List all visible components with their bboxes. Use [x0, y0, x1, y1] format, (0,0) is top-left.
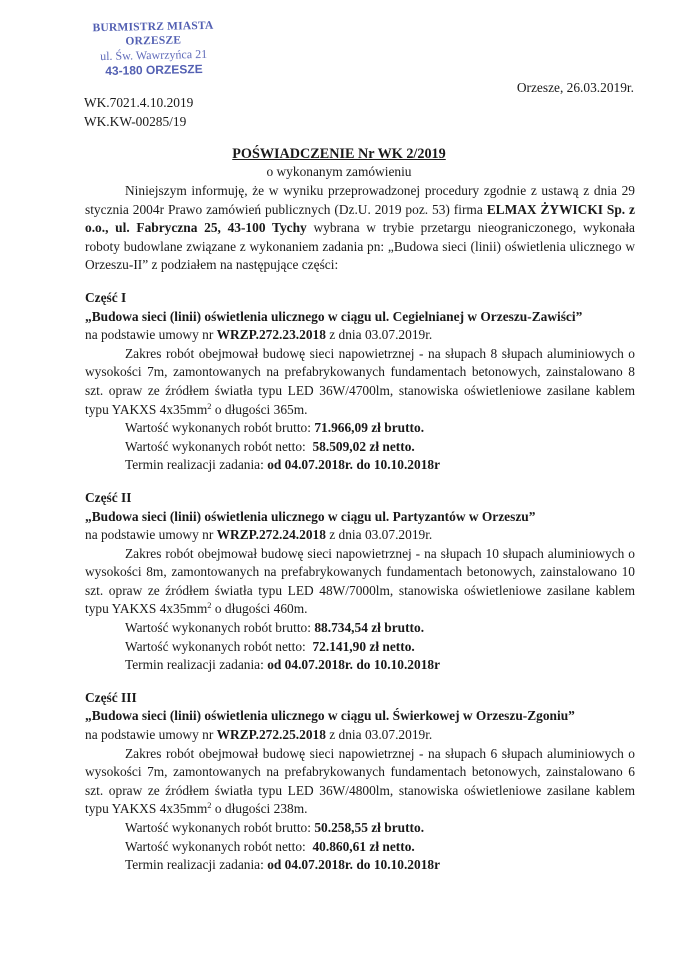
stamp-line-street: ul. Św. Wawrzyńca 21 — [99, 46, 208, 64]
net-label: Wartość wykonanych robót netto: — [125, 838, 310, 854]
term-line — [125, 856, 635, 875]
contract-line — [85, 326, 635, 345]
scope-text: Zakres robót obejmował budowę sieci napowietrznej - na słupach 6 słupach aluminiowych o wysokości 7m, zamontowanych na prefabrykowanych fundamentach betonowych, zainstalowano 6 szt. opraw ze źródłem światła typu LED 36W/4800lm, stanowiska oświetleniowe zasilane kablem typu YAKXS 4x35mm — [85, 745, 635, 817]
document-body — [85, 182, 635, 875]
term-label: Termin realizacji zadania: — [125, 457, 268, 473]
net-value: 58.509,02 zł netto. — [312, 438, 415, 454]
task-name: „Budowa sieci (linii) oświetlenia ulicznego w ciągu ul. Cegielnianej w Orzeszu-Zawiści” — [85, 308, 583, 324]
reference-number: WK.KW-00285/19 — [84, 113, 187, 129]
term-value: od 04.07.2018r. do 10.10.2018r — [267, 857, 441, 873]
scope-paragraph — [85, 545, 635, 619]
contract-label: na podstawie umowy nr — [85, 727, 217, 743]
task-name: „Budowa sieci (linii) oświetlenia ulicznego w ciągu ul. Świerkowej w Orzeszu-Zgoniu” — [85, 708, 575, 724]
scope-superscript: 2 — [207, 400, 212, 411]
gross-value-line — [125, 819, 635, 838]
stamp-line-city: 43-180 ORZESZE — [105, 61, 203, 79]
net-label: Wartość wykonanych robót netto: — [125, 438, 310, 454]
term-label: Termin realizacji zadania: — [125, 857, 268, 873]
part-section — [85, 689, 635, 875]
scope-text-end: o długości 365m. — [211, 401, 308, 417]
document-subtitle: o wykonanym zamówieniu — [266, 164, 412, 179]
intro-text-end: wybrana w trybie przetargu nieograniczonego, wykonała roboty budowlane związane z wykonaniem zadania pn: „Budowa sieci (linii) oświetlenia ulicznego w Orzeszu-II” z podziałem na następujące części: — [85, 220, 636, 273]
gross-value-line — [125, 619, 635, 638]
scope-text-end: o długości 460m. — [211, 601, 308, 617]
scope-text-end: o długości 238m. — [211, 801, 308, 817]
reference-number: WK.7021.4.10.2019 — [84, 95, 194, 110]
reference-numbers — [84, 94, 193, 131]
net-value: 72.141,90 zł netto. — [312, 638, 415, 654]
gross-label: Wartość wykonanych robót brutto: — [125, 420, 315, 436]
task-name: „Budowa sieci (linii) oświetlenia ulicznego w ciągu ul. Partyzantów w Orzeszu” — [85, 508, 536, 524]
scope-text: Zakres robót obejmował budowę sieci napowietrznej - na słupach 8 słupach aluminiowych o wysokości 7m, zamontowanych na prefabrykowanych fundamentach betonowych, zainstalowano 8 szt. opraw ze źródłem światła typu LED 36W/4700lm, stanowiska oświetleniowe zasilane kablem typu YAKXS 4x35mm — [85, 345, 635, 417]
net-value-line — [125, 838, 635, 857]
part-section — [85, 289, 635, 475]
gross-value: 71.966,09 zł brutto. — [314, 420, 425, 436]
part-section — [85, 489, 635, 675]
document-title: POŚWIADCZENIE Nr WK 2/2019 — [232, 146, 446, 162]
gross-label: Wartość wykonanych robót brutto: — [125, 820, 315, 835]
values-block — [85, 619, 635, 675]
gross-value-line — [125, 419, 635, 438]
part-heading: Część II — [85, 489, 132, 505]
term-value: od 04.07.2018r. do 10.10.2018r — [267, 457, 441, 473]
scope-text: Zakres robót obejmował budowę sieci napowietrznej - na słupach 10 słupach aluminiowych o wysokości 8m, zamontowanych na prefabrykowanych fundamentach betonowych, zainstalowano 10 szt. opraw ze źródłem światła typu LED 48W/7000lm, stanowiska oświetleniowe zasilane kablem typu YAKXS 4x35mm — [85, 545, 635, 617]
part-heading: Część III — [85, 689, 137, 705]
net-label: Wartość wykonanych robót netto: — [125, 638, 310, 654]
net-value-line — [125, 638, 635, 657]
part-heading: Część I — [85, 289, 127, 305]
gross-value: 50.258,55 zł brutto. — [314, 820, 425, 835]
gross-value: 88.734,54 zł brutto. — [314, 620, 425, 636]
term-label: Termin realizacji zadania: — [125, 657, 268, 673]
contract-date: z dnia 03.07.2019r. — [325, 527, 433, 543]
intro-paragraph — [85, 182, 635, 275]
scope-paragraph — [85, 745, 635, 819]
contract-label: na podstawie umowy nr — [85, 327, 217, 343]
contract-label: na podstawie umowy nr — [85, 527, 217, 543]
net-value: 40.860,61 zł netto. — [312, 838, 415, 854]
contract-line — [85, 726, 635, 745]
contract-number: WRZP.272.23.2018 — [216, 327, 326, 343]
intro-text: Niniejszym informuję, że w wyniku przeprowadzonej procedury zgodnie z ustawą z dnia 29 stycznia 2004r Prawo zamówień publicznych (Dz.U. 2019 poz. 53) firma — [85, 183, 635, 217]
values-block — [85, 819, 635, 875]
contract-number: WRZP.272.25.2018 — [216, 727, 326, 743]
contract-line — [85, 526, 635, 545]
contractor-name: ELMAX ŻYWICKI Sp. z o.o., ul. Fabryczna 25, 43-100 Tychy — [85, 201, 635, 236]
official-stamp — [65, 18, 241, 80]
contract-date: z dnia 03.07.2019r. — [325, 327, 433, 343]
gross-label: Wartość wykonanych robót brutto: — [125, 620, 315, 636]
scope-paragraph — [85, 345, 635, 419]
term-value: od 04.07.2018r. do 10.10.2018r — [267, 657, 441, 673]
values-block — [85, 419, 635, 475]
contract-number: WRZP.272.24.2018 — [216, 527, 326, 543]
document-date: Orzesze, 26.03.2019r. — [516, 80, 634, 95]
net-value-line — [125, 438, 635, 457]
scope-superscript: 2 — [207, 600, 212, 611]
stamp-line-office: BURMISTRZ MIASTA ORZESZE — [92, 19, 214, 48]
contract-date: z dnia 03.07.2019r. — [325, 727, 433, 743]
scope-superscript: 2 — [207, 800, 212, 811]
term-line — [125, 456, 635, 475]
term-line — [125, 656, 635, 675]
